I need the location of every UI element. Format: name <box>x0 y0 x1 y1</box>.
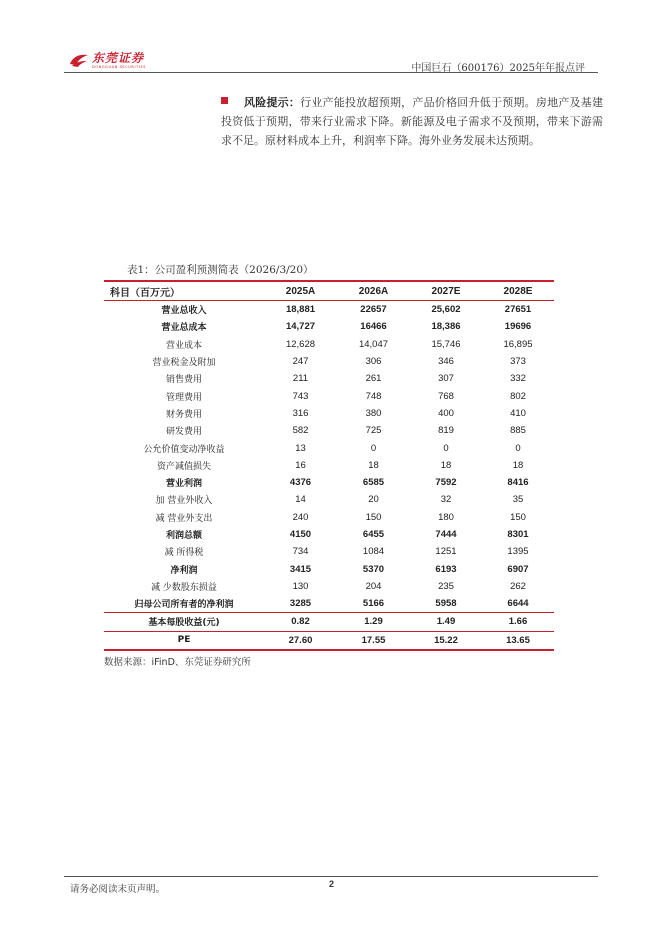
row-value: 12,628 <box>285 338 316 350</box>
row-value: 14 <box>295 494 306 506</box>
row-value: 14,727 <box>285 321 316 333</box>
row-value: 1.29 <box>337 613 410 631</box>
row-value: 13 <box>295 442 306 454</box>
table-row <box>104 439 554 456</box>
table-row <box>104 578 554 595</box>
row-value: 16466 <box>360 321 387 333</box>
table-row <box>104 318 554 335</box>
row-value: 802 <box>510 390 526 402</box>
data-source-note: 数据来源：iFinD、东莞证券研究所 <box>104 657 251 668</box>
row-value: 32 <box>440 494 452 506</box>
table-row <box>104 474 554 491</box>
table-row <box>104 543 554 560</box>
row-value: 211 <box>292 373 309 385</box>
row-label: 管理费用 <box>165 392 202 403</box>
row-label: 净利润 <box>170 565 198 576</box>
row-value: 0 <box>370 442 377 454</box>
row-label: 资产减值损失 <box>156 461 211 472</box>
logo-text-cn: 东莞证券 <box>92 50 145 65</box>
row-label: 减 营业外支出 <box>155 513 213 524</box>
row-value: 8301 <box>507 529 529 540</box>
row-value: 1395 <box>507 546 529 558</box>
row-value: 4376 <box>289 477 312 489</box>
row-value: 1.49 <box>410 613 482 631</box>
row-value: 180 <box>438 511 454 523</box>
row-value: 4150 <box>289 529 312 540</box>
row-value: 373 <box>510 356 526 368</box>
row-value: 16 <box>295 459 306 471</box>
row-value: 885 <box>510 425 526 437</box>
row-value: 7592 <box>435 477 457 489</box>
row-label: 营业利润 <box>165 479 202 490</box>
row-value: 3285 <box>289 598 312 610</box>
row-label: 营业成本 <box>165 340 202 351</box>
row-value: 8416 <box>507 477 529 489</box>
row-value: 1084 <box>362 546 385 558</box>
row-value: 306 <box>365 356 382 368</box>
row-value: 18 <box>512 459 524 471</box>
row-value: 819 <box>438 425 454 437</box>
row-value: 18 <box>440 459 452 471</box>
table-row <box>104 370 554 387</box>
row-value: 27651 <box>504 304 532 316</box>
table-row <box>104 509 554 526</box>
table-row <box>104 457 554 474</box>
row-label: 公允价值变动净收益 <box>143 444 225 455</box>
row-value: 16,895 <box>503 338 533 350</box>
row-label: 减 少数股东损益 <box>151 582 217 593</box>
profit-forecast-table <box>104 280 554 651</box>
row-value: 743 <box>292 390 309 402</box>
header-cell-2025a: 2025A <box>264 281 337 301</box>
row-value: 5166 <box>362 598 385 610</box>
risk-paragraph <box>221 93 603 150</box>
header-divider <box>64 72 598 73</box>
table-row <box>104 422 554 439</box>
row-value: 150 <box>365 511 382 523</box>
logo-mark-icon <box>68 52 90 68</box>
row-value: 18,386 <box>431 321 461 333</box>
row-value: 27.60 <box>264 631 337 650</box>
row-value: 5370 <box>362 563 385 575</box>
row-label: 营业总收入 <box>161 306 207 317</box>
table-row <box>104 631 554 650</box>
row-value: 6644 <box>507 598 529 610</box>
row-value: 400 <box>438 407 454 419</box>
row-label: 归母公司所有者的净利润 <box>134 600 234 611</box>
row-value: 15.22 <box>410 631 482 650</box>
row-value: 1251 <box>435 546 457 558</box>
row-value: 35 <box>512 494 524 506</box>
risk-section <box>221 93 603 150</box>
row-value: 7444 <box>435 529 457 540</box>
table-row <box>104 353 554 370</box>
row-value: 332 <box>510 373 526 385</box>
report-title: 中国巨石（600176）2025年年报点评 <box>411 63 585 74</box>
row-value: 346 <box>438 356 454 368</box>
table-row <box>104 301 554 319</box>
row-value: 261 <box>365 373 382 385</box>
row-label: 利润总额 <box>165 531 202 541</box>
row-value: 150 <box>510 511 526 523</box>
footer-divider <box>64 876 598 877</box>
row-label: PE <box>104 631 264 650</box>
row-label: 营业总成本 <box>161 323 207 334</box>
row-value: 768 <box>438 390 454 402</box>
header-cell-2026a: 2026A <box>337 281 410 301</box>
row-value: 0 <box>515 442 521 454</box>
table-header-row <box>104 281 554 301</box>
table-row <box>104 595 554 613</box>
table-row <box>104 491 554 508</box>
row-value: 0 <box>443 442 449 454</box>
table-body <box>104 301 554 650</box>
row-label: 研发费用 <box>165 427 202 438</box>
row-value: 3415 <box>289 563 312 575</box>
row-value: 748 <box>365 390 382 402</box>
row-value: 235 <box>438 580 454 592</box>
row-value: 6193 <box>435 563 457 575</box>
row-label: 营业税金及附加 <box>152 358 216 369</box>
page-number: 2 <box>329 879 335 889</box>
row-label: 减 所得税 <box>164 548 204 559</box>
row-value: 316 <box>292 407 309 419</box>
row-value: 13.65 <box>482 631 554 650</box>
row-value: 25,602 <box>431 304 461 316</box>
table-title: 表1：公司盈利预测简表（2026/3/20） <box>127 264 314 276</box>
row-value: 19696 <box>504 321 532 333</box>
header-cell-item: 科目（百万元） <box>104 281 264 301</box>
header-cell-2027e: 2027E <box>410 281 482 301</box>
table-row <box>104 526 554 543</box>
row-label: 销售费用 <box>165 375 202 386</box>
table-row <box>104 405 554 422</box>
risk-label: 风险提示： <box>244 96 301 109</box>
row-value: 130 <box>292 580 309 592</box>
risk-text: 行业产能投放超预期，产品价格回升低于预期。房地产及基建投资低于预期，带来行业需求下降。新能源及电子需求不及预期，带来下游需求不足。原材料成本上升，利润率下降。海外业务发展未达预期。 <box>221 96 604 147</box>
row-value: 734 <box>292 546 309 558</box>
row-value: 262 <box>510 580 526 592</box>
row-value: 22657 <box>360 304 387 316</box>
row-value: 204 <box>365 580 382 592</box>
row-value: 18 <box>368 459 379 471</box>
table-row <box>104 336 554 353</box>
row-value: 0.82 <box>264 613 337 631</box>
row-label: 加 营业外收入 <box>155 496 213 507</box>
row-value: 1.66 <box>482 613 554 631</box>
company-logo <box>68 50 146 70</box>
table-row <box>104 613 554 631</box>
logo-text-en: DONGGUAN SECURITIES <box>92 64 147 69</box>
row-value: 6907 <box>507 563 529 575</box>
row-value: 240 <box>292 511 309 523</box>
row-value: 380 <box>365 407 382 419</box>
row-value: 17.55 <box>337 631 410 650</box>
row-value: 725 <box>365 425 382 437</box>
row-value: 410 <box>510 407 526 419</box>
row-value: 6455 <box>362 529 385 540</box>
row-label: 财务费用 <box>165 409 202 420</box>
row-value: 14,047 <box>358 338 389 350</box>
row-value: 15,746 <box>431 338 461 350</box>
row-value: 18,881 <box>285 304 316 316</box>
row-value: 20 <box>368 494 379 506</box>
row-value: 247 <box>292 356 309 368</box>
row-value: 307 <box>438 373 454 385</box>
table-row <box>104 560 554 577</box>
row-label: 基本每股收益(元) <box>104 613 264 631</box>
header-cell-2028e: 2028E <box>482 281 554 301</box>
row-value: 5958 <box>435 598 457 610</box>
table-row <box>104 387 554 404</box>
row-value: 6585 <box>362 477 385 489</box>
footer-disclaimer: 请务必阅读末页声明。 <box>70 884 166 895</box>
row-value: 582 <box>292 425 309 437</box>
